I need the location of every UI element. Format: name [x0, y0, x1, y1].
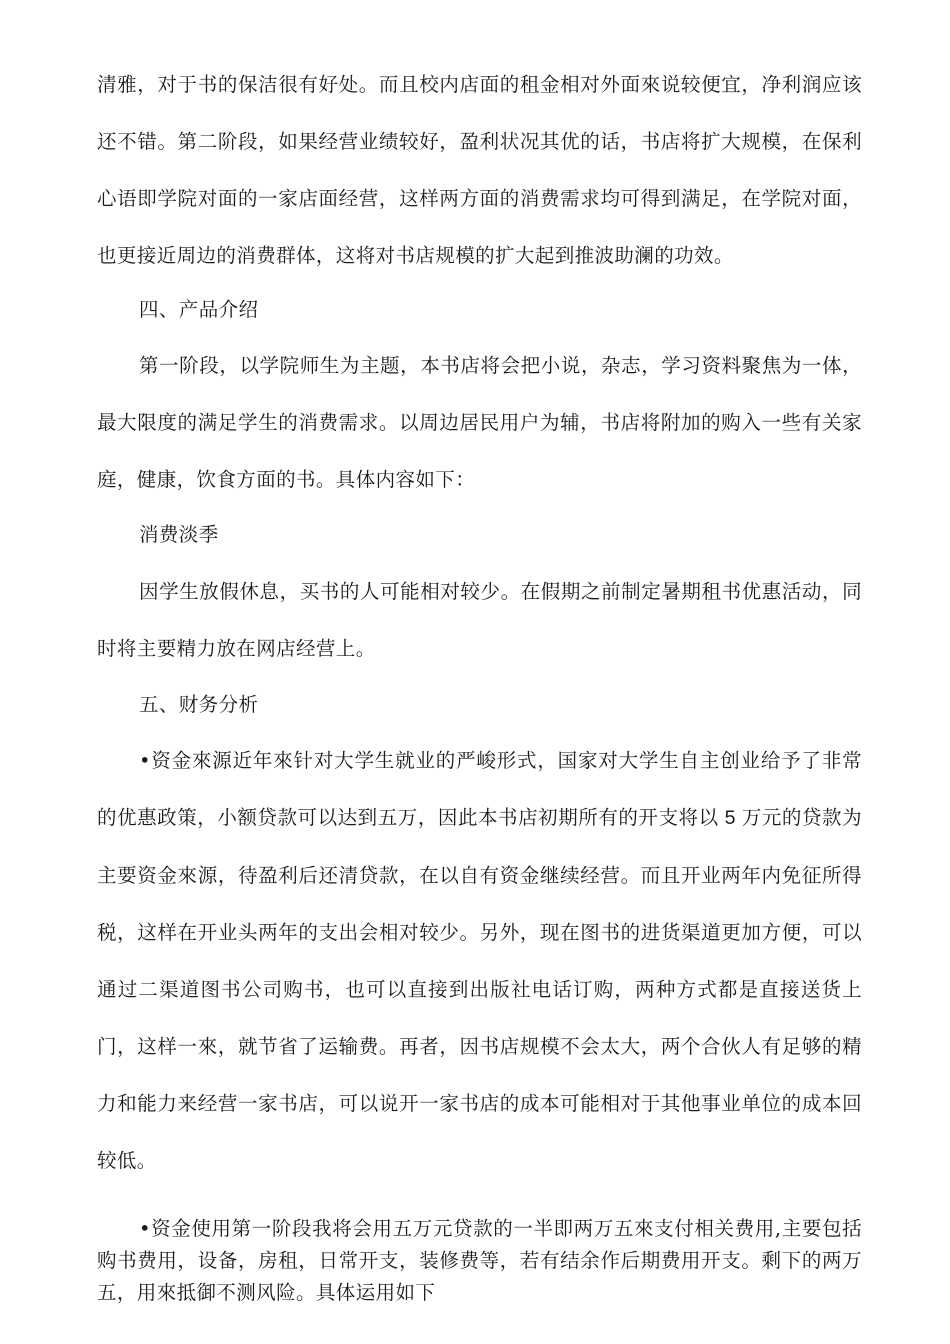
- subheading-off-season: 消费淡季: [139, 523, 219, 546]
- loan-amount-number: 5: [718, 807, 742, 829]
- paragraph-first-stage-products: 第一阶段，以学院师生为主题，本书店将会把小说，杂志，学习资料聚焦为一体，最大限度的满足学生的消费需求。以周边居民用户为辅，书店将附加的购入一些有关家庭，健康，饮食方面的书。具体内容如下：: [97, 354, 862, 491]
- paragraph-funding-source: [97, 732, 862, 1189]
- funding-source-text-1: •资金來源近年來针对大学生就业的严峻形式，国家对大学生自主创业给予了非常的优惠政策，小额贷款可以达到五万，因此本书店初期所有的开支将以: [97, 749, 862, 829]
- section-heading-financial-analysis: 五、财务分析: [139, 693, 259, 716]
- funding-source-text-2: 万元的贷款为主要资金來源，待盈利后还清贷款，在以自有资金继续经营。而且开业两年内免征所得税，这样在开业头两年的支出会相对较少。另外，现在图书的进货渠道更加方便，可以通过二渠道图书公司购书，也可以直接到出版社电话订购，两种方式都是直接送货上门，这样一來，就节省了运输费。再者，因书店规模不会太大，两个合伙人有足够的精力和能力来经营一家书店，可以说开一家书店的成本可能相对于其他事业单位的成本回较低。: [97, 806, 862, 1172]
- paragraph-funding-usage: •资金使用第一阶段我将会用五万元贷款的一半即两万五來支付相关费用,主要包括购书费用，设备，房租，日常开支，装修费等，若有结余作后期费用开支。剩下的两万五，用來抵御不测风险。具体运用如下: [97, 1217, 862, 1304]
- section-heading-product-intro: 四、产品介绍: [139, 298, 259, 321]
- paragraph-off-season: 因学生放假休息，买书的人可能相对较少。在假期之前制定暑期租书优惠活动，同时将主要精力放在网店经营上。: [97, 580, 862, 660]
- paragraph-store-expansion: 清雅，对于书的保洁很有好处。而且校内店面的租金相对外面來说较便宜，净利润应该还不错。第二阶段，如果经营业绩较好，盈利状况其优的话，书店将扩大规模，在保利心语即学院对面的一家店面经营，这样两方面的消费需求均可得到满足，在学院对面，也更接近周边的消费群体，这将对书店规模的扩大起到推波助澜的功效。: [97, 73, 862, 267]
